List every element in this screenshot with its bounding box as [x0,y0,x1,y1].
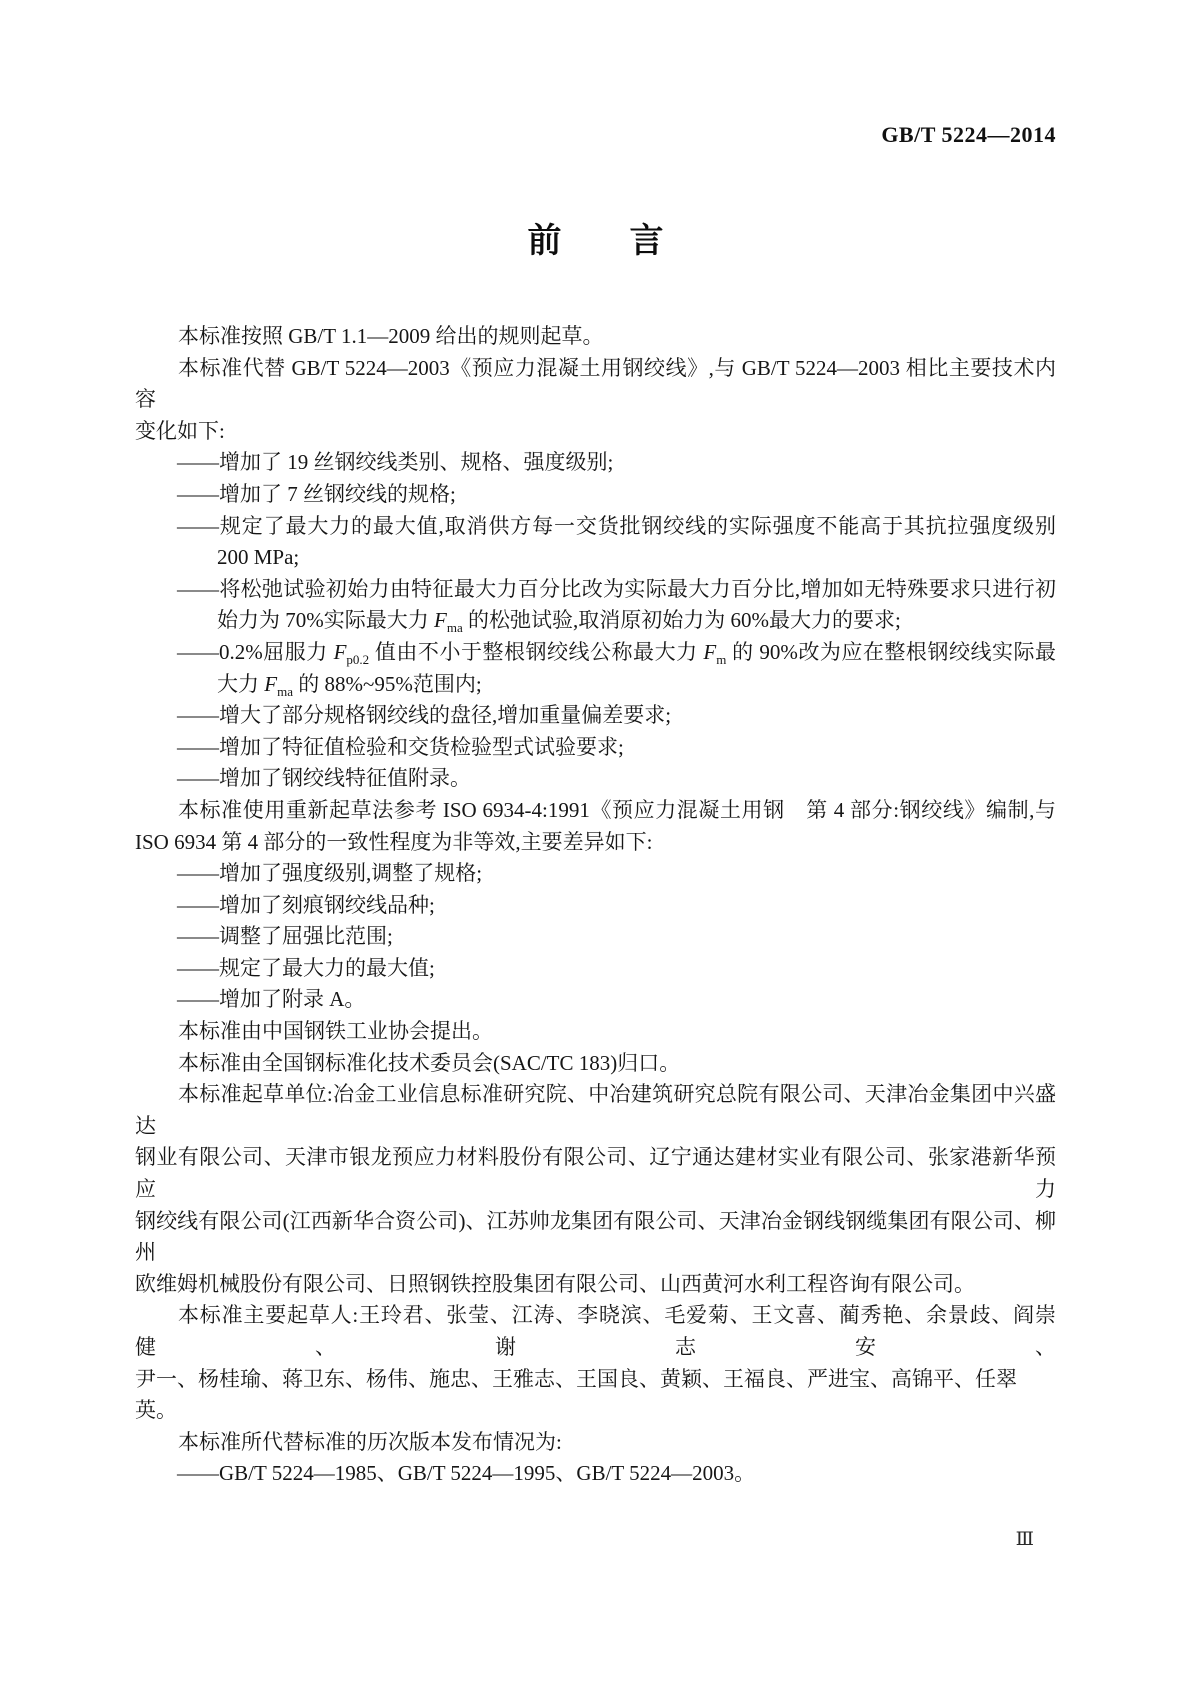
text-line: 本标准所代替标准的历次版本发布情况为: [178,1429,562,1454]
text-line: ——调整了屈强比范围; [177,924,393,949]
text-line: ——增大了部分规格钢绞线的盘径,增加重量偏差要求; [177,703,672,728]
text-line: 200 MPa; [217,545,300,570]
text-line: ——增加了钢绞线特征值附录。 [177,766,471,791]
text-line: ——增加了刻痕钢绞线品种; [177,892,435,917]
text-line: 本标准由中国钢铁工业协会提出。 [178,1019,493,1044]
text-line: ISO 6934 第 4 部分的一致性程度为非等效,主要差异如下: [135,829,653,854]
text-line: 本标准起草单位:冶金工业信息标准研究院、中冶建筑研究总院有限公司、天津冶金集团中兴盛达 [135,1082,1056,1138]
text-line: ——将松弛试验初始力由特征最大力百分比改为实际最大力百分比,增加如无特殊要求只进行初 [177,576,1056,601]
text-line: 欧维姆机械股份有限公司、日照钢铁控股集团有限公司、山西黄河水利工程咨询有限公司。 [135,1271,975,1296]
standard-number: GB/T 5224—2014 [881,122,1056,147]
page-number: Ⅲ [1015,1528,1034,1550]
text-line: 本标准按照 GB/T 1.1—2009 给出的规则起草。 [178,324,604,348]
text-line: ——规定了最大力的最大值,取消供方每一交货批钢绞线的实际强度不能高于其抗拉强度级别 [177,513,1056,538]
text-line: ——GB/T 5224—1985、GB/T 5224—1995、GB/T 5224—2003。 [177,1461,756,1486]
text-line: 大力 $F_{ma}$ 的 88%~95%范围内; [217,671,482,699]
text-line: 本标准主要起草人:王玲君、张莹、江涛、李晓滨、毛爱菊、王文喜、蔺秀艳、余景歧、阎崇健、谢志安、 [135,1303,1056,1359]
text-line: 本标准由全国钢标准化技术委员会(SAC/TC 183)归口。 [178,1050,681,1075]
text-line: 始力为 70%实际最大力 $F_{ma}$ 的松弛试验,取消原初始力为 60%最大力的要求; [217,608,901,636]
text-line: 尹一、杨桂瑜、蒋卫东、杨伟、施忠、王雅志、王国良、黄颖、王福良、严进宝、高锦平、任翠英。 [135,1366,1017,1423]
text-line: 钢绞线有限公司(江西新华合资公司)、江苏帅龙集团有限公司、天津冶金钢线钢缆集团有限公司、柳州 [135,1208,1056,1265]
text-line: ——增加了 7 丝钢绞线的规格; [177,481,456,506]
text-line: 本标准使用重新起草法参考 ISO 6934-4:1991《预应力混凝土用钢 第 4 部分:钢绞线》编制,与 [178,797,1056,822]
page-title: 前 言 [527,222,664,260]
text-line: ——增加了附录 A。 [177,987,366,1012]
text-line: 变化如下: [135,418,225,443]
text-line: ——规定了最大力的最大值; [177,955,435,980]
text-line: ——0.2%屈服力 $F_{p0.2}$ 值由不小于整根钢绞线公称最大力 $F_m$ 的 90%改为应在整根钢绞线实际最 [177,639,1056,668]
text-line: ——增加了特征值检验和交货检验型式试验要求; [177,734,624,759]
foreword-body [135,321,1056,1490]
text-line: 本标准代替 GB/T 5224—2003《预应力混凝土用钢绞线》,与 GB/T 5224—2003 相比主要技术内容 [135,355,1056,412]
text-line: ——增加了强度级别,调整了规格; [177,861,483,886]
text-line: ——增加了 19 丝钢绞线类别、规格、强度级别; [177,450,614,475]
text-line: 钢业有限公司、天津市银龙预应力材料股份有限公司、辽宁通达建材实业有限公司、张家港新华预应力 [135,1145,1056,1202]
